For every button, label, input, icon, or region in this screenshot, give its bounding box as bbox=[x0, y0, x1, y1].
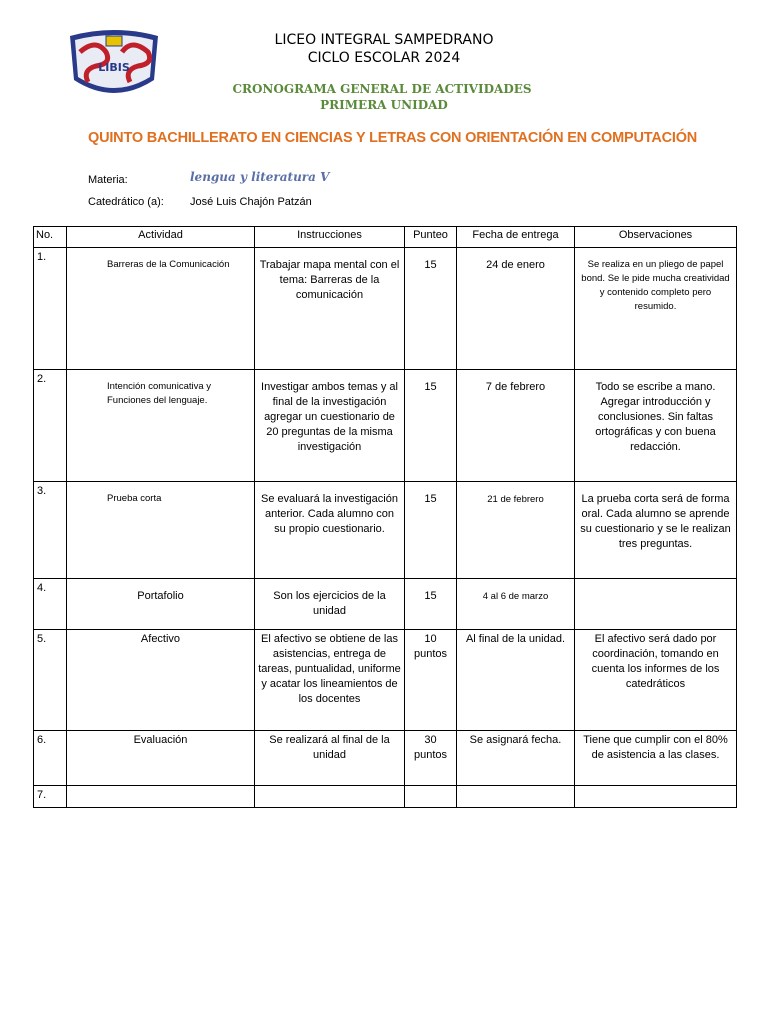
school-name: LICEO INTEGRAL SAMPEDRANO bbox=[274, 32, 494, 48]
table-row bbox=[34, 731, 737, 786]
subject-value: lengua y literatura V bbox=[190, 170, 330, 184]
table-row bbox=[34, 248, 737, 370]
row-date: 7 de febrero bbox=[457, 370, 575, 482]
school-year: CICLO ESCOLAR 2024 bbox=[307, 50, 461, 66]
table-row bbox=[34, 482, 737, 579]
row-instructions: Se realizará al final de la unidad bbox=[255, 731, 405, 786]
row-activity: Portafolio bbox=[67, 579, 255, 630]
program-title: QUINTO BACHILLERATO EN CIENCIAS Y LETRAS CON ORIENTACIÓN EN COMPUTACIÓN bbox=[88, 130, 698, 146]
row-points bbox=[405, 786, 457, 808]
subject-label: Materia: bbox=[88, 174, 128, 186]
row-activity: Afectivo bbox=[67, 630, 255, 731]
logo-text: LIBIS bbox=[98, 61, 130, 74]
teacher-value: José Luis Chajón Patzán bbox=[190, 196, 312, 208]
row-date: 24 de enero bbox=[457, 248, 575, 370]
row-observations: Tiene que cumplir con el 80% de asistencia a las clases. bbox=[575, 731, 737, 786]
row-no: 7. bbox=[34, 786, 67, 808]
header-activity: Actividad bbox=[67, 227, 255, 248]
row-no: 3. bbox=[34, 482, 67, 579]
header-observations: Observaciones bbox=[575, 227, 737, 248]
row-no: 4. bbox=[34, 579, 67, 630]
table-row bbox=[34, 370, 737, 482]
table-row bbox=[34, 579, 737, 630]
row-instructions: Trabajar mapa mental con el tema: Barreras de la comunicación bbox=[255, 248, 405, 370]
unit-title: PRIMERA UNIDAD bbox=[320, 98, 448, 112]
row-observations: Todo se escribe a mano. Agregar introducción y conclusiones. Sin faltas ortográficas y con buena redacción. bbox=[575, 370, 737, 482]
row-activity bbox=[67, 786, 255, 808]
row-observations bbox=[575, 579, 737, 630]
row-points: 15 bbox=[405, 579, 457, 630]
schedule-title: CRONOGRAMA GENERAL DE ACTIVIDADES bbox=[232, 82, 532, 96]
row-points: 15 bbox=[405, 248, 457, 370]
row-activity: Evaluación bbox=[67, 731, 255, 786]
row-observations: El afectivo será dado por coordinación, tomando en cuenta los informes de los catedráticos bbox=[575, 630, 737, 731]
row-date: Se asignará fecha. bbox=[457, 731, 575, 786]
row-instructions: El afectivo se obtiene de las asistencias, entrega de tareas, puntualidad, uniforme y acatar los lineamientos de los docentes bbox=[255, 630, 405, 731]
header-points: Punteo bbox=[405, 227, 457, 248]
row-instructions: Son los ejercicios de la unidad bbox=[255, 579, 405, 630]
row-no: 2. bbox=[34, 370, 67, 482]
table-row bbox=[34, 786, 737, 808]
row-points: 15 bbox=[405, 482, 457, 579]
table-header-row bbox=[34, 227, 737, 248]
row-instructions: Investigar ambos temas y al final de la investigación agregar un cuestionario de 20 preguntas de la misma investigación bbox=[255, 370, 405, 482]
row-points: 15 bbox=[405, 370, 457, 482]
row-points: 30 puntos bbox=[405, 731, 457, 786]
row-instructions bbox=[255, 786, 405, 808]
table-row bbox=[34, 630, 737, 731]
teacher-label: Catedrático (a): bbox=[88, 196, 164, 208]
header-instructions: Instrucciones bbox=[255, 227, 405, 248]
row-observations: Se realiza en un pliego de papel bond. Se le pide mucha creatividad y contenido completo pero resumido. bbox=[575, 248, 737, 370]
row-no: 5. bbox=[34, 630, 67, 731]
row-activity: Prueba corta bbox=[67, 482, 255, 579]
row-observations: La prueba corta será de forma oral. Cada alumno se aprende su cuestionario y se le realizan tres preguntas. bbox=[575, 482, 737, 579]
row-date: 21 de febrero bbox=[457, 482, 575, 579]
header-date: Fecha de entrega bbox=[457, 227, 575, 248]
row-no: 1. bbox=[34, 248, 67, 370]
row-instructions: Se evaluará la investigación anterior. Cada alumno con su propio cuestionario. bbox=[255, 482, 405, 579]
row-date bbox=[457, 786, 575, 808]
row-activity: Barreras de la Comunicación bbox=[67, 248, 255, 370]
row-date: Al final de la unidad. bbox=[457, 630, 575, 731]
row-date: 4 al 6 de marzo bbox=[457, 579, 575, 630]
row-points: 10 puntos bbox=[405, 630, 457, 731]
row-activity: Intención comunicativa y Funciones del lenguaje. bbox=[67, 370, 255, 482]
header-no: No. bbox=[34, 227, 67, 248]
row-observations bbox=[575, 786, 737, 808]
row-no: 6. bbox=[34, 731, 67, 786]
activities-table bbox=[33, 226, 737, 808]
